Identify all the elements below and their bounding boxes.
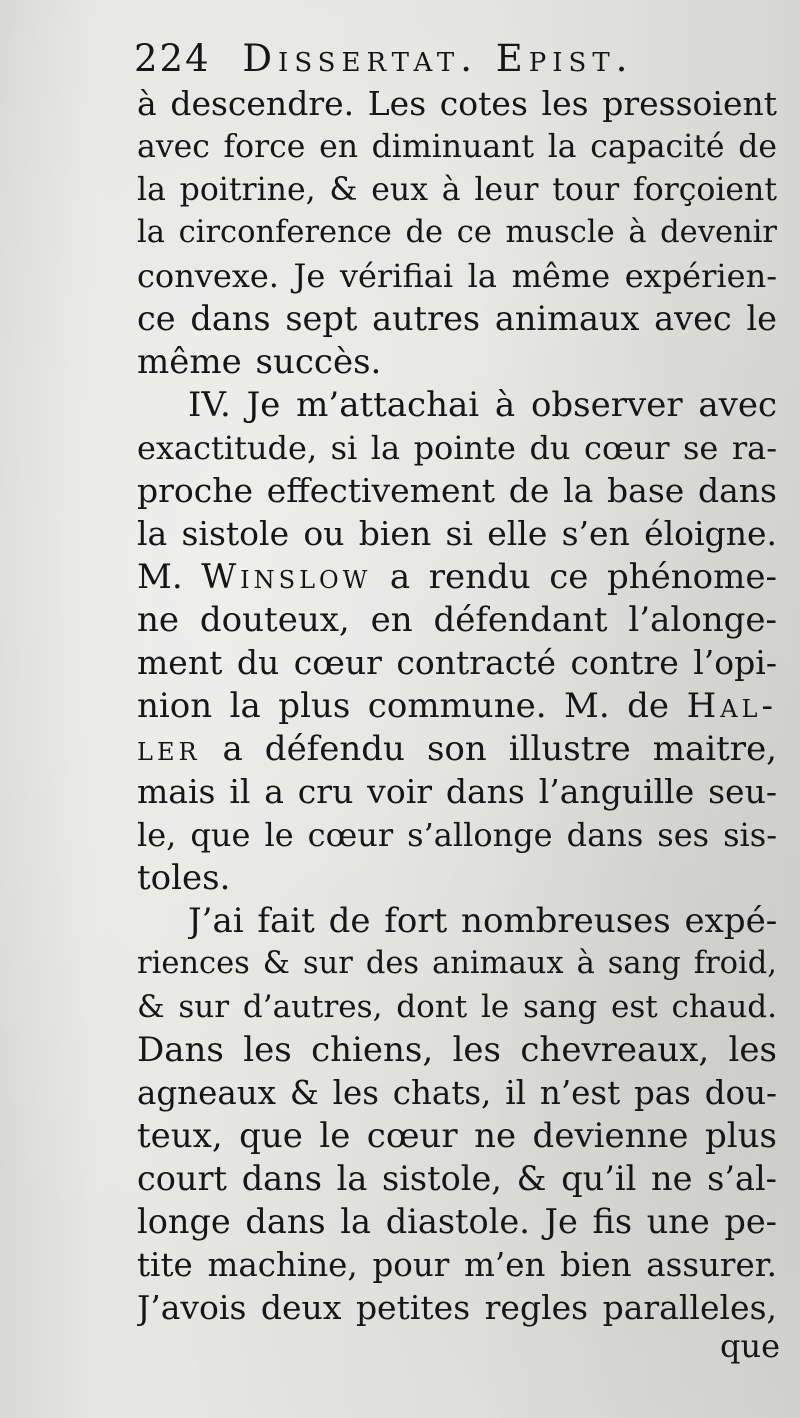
text-line: convexe. Je vérifiai la même expérien- xyxy=(137,257,777,295)
text-line: la sistole ou bien si elle s’en éloigne. xyxy=(137,514,777,553)
text-line: teux, que le cœur ne devienne plus xyxy=(137,1116,777,1156)
text-line: J’avois deux petites regles paralleles, xyxy=(137,1288,777,1327)
running-title: Dissertat. Epist. xyxy=(242,37,634,80)
page-number: 224 xyxy=(134,37,211,80)
author-name: ler xyxy=(137,729,201,769)
text-line: nion la plus commune. M. de Hal- xyxy=(137,686,777,726)
text-line: mais il a cru voir dans l’anguille seu- xyxy=(137,772,777,811)
running-head xyxy=(134,30,774,88)
text-line: Dans les chiens, les chevreaux, les xyxy=(137,1030,777,1070)
text-line: M. Winslow a rendu ce phénome- xyxy=(137,557,777,597)
text-line: toles. xyxy=(137,858,231,898)
paragraph-start-line: J’ai fait de fort nombreuses expé- xyxy=(188,901,777,941)
text-line: agneaux & les chats, il n’est pas dou- xyxy=(137,1074,777,1112)
text-line: même succès. xyxy=(137,342,382,382)
text-line: longe dans la diastole. Je fis une pe- xyxy=(137,1202,777,1241)
text-line: avec force en diminuant la capacité de xyxy=(137,129,777,165)
text-line: riences & sur des animaux à sang froid, xyxy=(137,946,777,981)
text-line: ne douteux, en défendant l’alonge- xyxy=(137,600,777,640)
text-line: la poitrine, & eux à leur tour forçoient xyxy=(137,172,777,208)
text-line: le, que le cœur s’allonge dans ses sis- xyxy=(137,816,777,854)
text-line: & sur d’autres, dont le sang est chaud. xyxy=(137,989,777,1025)
text-line: tite machine, pour m’en bien assurer. xyxy=(137,1246,777,1284)
text-line: ler a défendu son illustre maitre, xyxy=(137,729,777,769)
paragraph-start-line: IV. Je m’attachai à observer avec xyxy=(188,385,777,425)
catchword: que xyxy=(719,1327,780,1365)
text-line: ment du cœur contracté contre l’opi- xyxy=(137,643,777,682)
text-line: ce dans sept autres animaux avec le xyxy=(137,299,777,338)
author-name: Winslow xyxy=(201,557,372,597)
text-line: exactitude, si la pointe du cœur se ra- xyxy=(137,429,777,467)
text-line: proche effectivement de la base dans xyxy=(137,471,777,510)
text-line: court dans la sistole, & qu’il ne s’al- xyxy=(137,1159,777,1198)
author-name: Hal- xyxy=(686,686,777,726)
text-line: la circonference de ce muscle à devenir xyxy=(137,215,777,250)
text-line: à descendre. Les cotes les pressoient xyxy=(137,84,777,123)
